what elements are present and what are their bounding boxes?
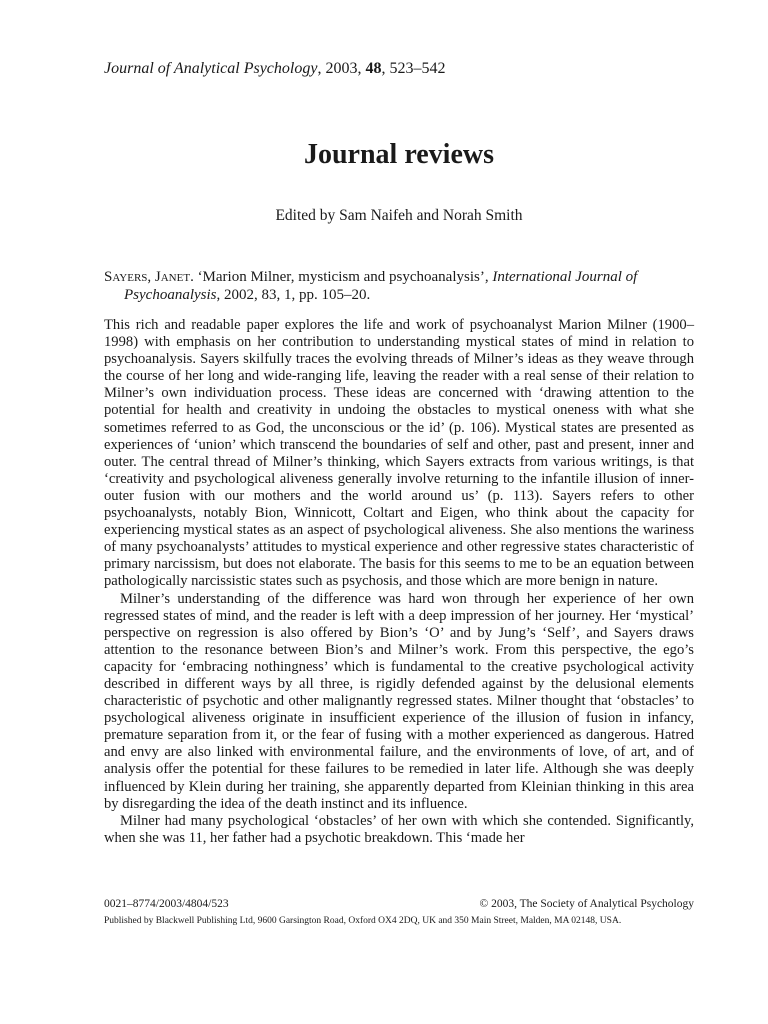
review-body <box>104 317 694 847</box>
citation-details: , 2002, 83, 1, pp. 105–20. <box>216 287 371 303</box>
issn-code: 0021–8774/2003/4804/523 <box>104 898 229 910</box>
citation-journal: International Journal of Psychoanalysis <box>124 269 638 303</box>
review-citation <box>104 268 694 304</box>
review-paragraph: Milner had many psychological ‘obstacles’ of her own with which she contended. Significantly, when she was 11, her father had a psychotic breakdown. This ‘made her <box>104 812 694 846</box>
review-paragraph: This rich and readable paper explores the life and work of psychoanalyst Marion Milner (1900–1998) with emphasis on her contribution to understanding mystical states of mind in relation to psychoanalysis. Sayers skilfully traces the evolving threads of Milner’s ideas as they weave through the course of her long and wide-ranging life, leaving the reader with a real sense of their relation to Milner’s own individuation process. These ideas are concerned with ‘drawing attention to the potential for health and creativity in undoing the obstacles to mystical oneness with what she sometimes referred to as God, the unconscious or the id’ (p. 106). Mystical states are presented as experiences of ‘union’ which transcend the boundaries of self and other, past and present, inner and outer. The central thread of Milner’s thinking, which Sayers extracts from various writings, is that ‘creativity and psychological aliveness generally involve returning to the infantile illusion of inner-outer fusion with our mothers and the world around us’ (p. 113). Sayers refers to other psychoanalysts, notably Bion, Winnicott, Coltart and Eigen, who think about the capacity for experiencing mystical states as an aspect of psychological aliveness. She also mentions the wariness of many psychoanalysts’ attitudes to mystical experience and other regressive states characteristic of primary narcissism, but does not elaborate. The basis for this seems to me to be an equation between pathologically narcissistic states such as psychosis, and those which are more benign in nature. <box>104 317 694 590</box>
page-footer <box>104 898 694 926</box>
journal-name: Journal of Analytical Psychology <box>104 60 318 77</box>
journal-year: , 2003, <box>317 60 366 77</box>
copyright-notice: © 2003, The Society of Analytical Psychology <box>479 898 694 910</box>
review-paragraph: Milner’s understanding of the difference was hard won through her experience of her own regressed states of mind, and the reader is left with a deep impression of her journey. Her ‘mystical’ perspective on regression is also offered by Bion’s ‘O’ and by Jung’s ‘Self’, and Sayers draws attention to the resonance between Bion’s and Milner’s work. From this perspective, the ego’s capacity for ‘embracing nothingness’ which is fundamental to the creative psychological activity described in different ways by all three, is rigidly defended against by the delusional elements characteristic of psychotic and other malignantly regressed states. Milner thought that ‘obstacles’ to psychological aliveness originate in insufficient experience of the illusion of fusion in infancy, premature separation from it, or the fear of fusing with a mother experienced as dangerous. Hatred and envy are also linked with environmental failure, and the environments of love, of art, and of analysis offer the potential for these failures to be remedied in later life. Although she was deeply influenced by Klein during her training, she apparently departed from Kleinian thinking in this area by disregarding the idea of the death instinct and its influence. <box>104 590 694 812</box>
citation-article: . ‘Marion Milner, mysticism and psychoanalysis’, <box>190 269 493 285</box>
journal-pages: , 523–542 <box>381 60 446 77</box>
journal-page <box>104 0 694 1024</box>
journal-volume: 48 <box>365 60 382 77</box>
running-head <box>104 60 445 78</box>
footer-row <box>104 898 694 910</box>
citation-author: Sayers, Janet <box>104 269 191 285</box>
page-title: Journal reviews <box>303 139 495 170</box>
editors-line: Edited by Sam Naifeh and Norah Smith <box>275 207 523 224</box>
publisher-line: Published by Blackwell Publishing Ltd, 9600 Garsington Road, Oxford OX4 2DQ, UK and 350 Main Street, Malden, MA 02148, USA. <box>104 916 622 926</box>
